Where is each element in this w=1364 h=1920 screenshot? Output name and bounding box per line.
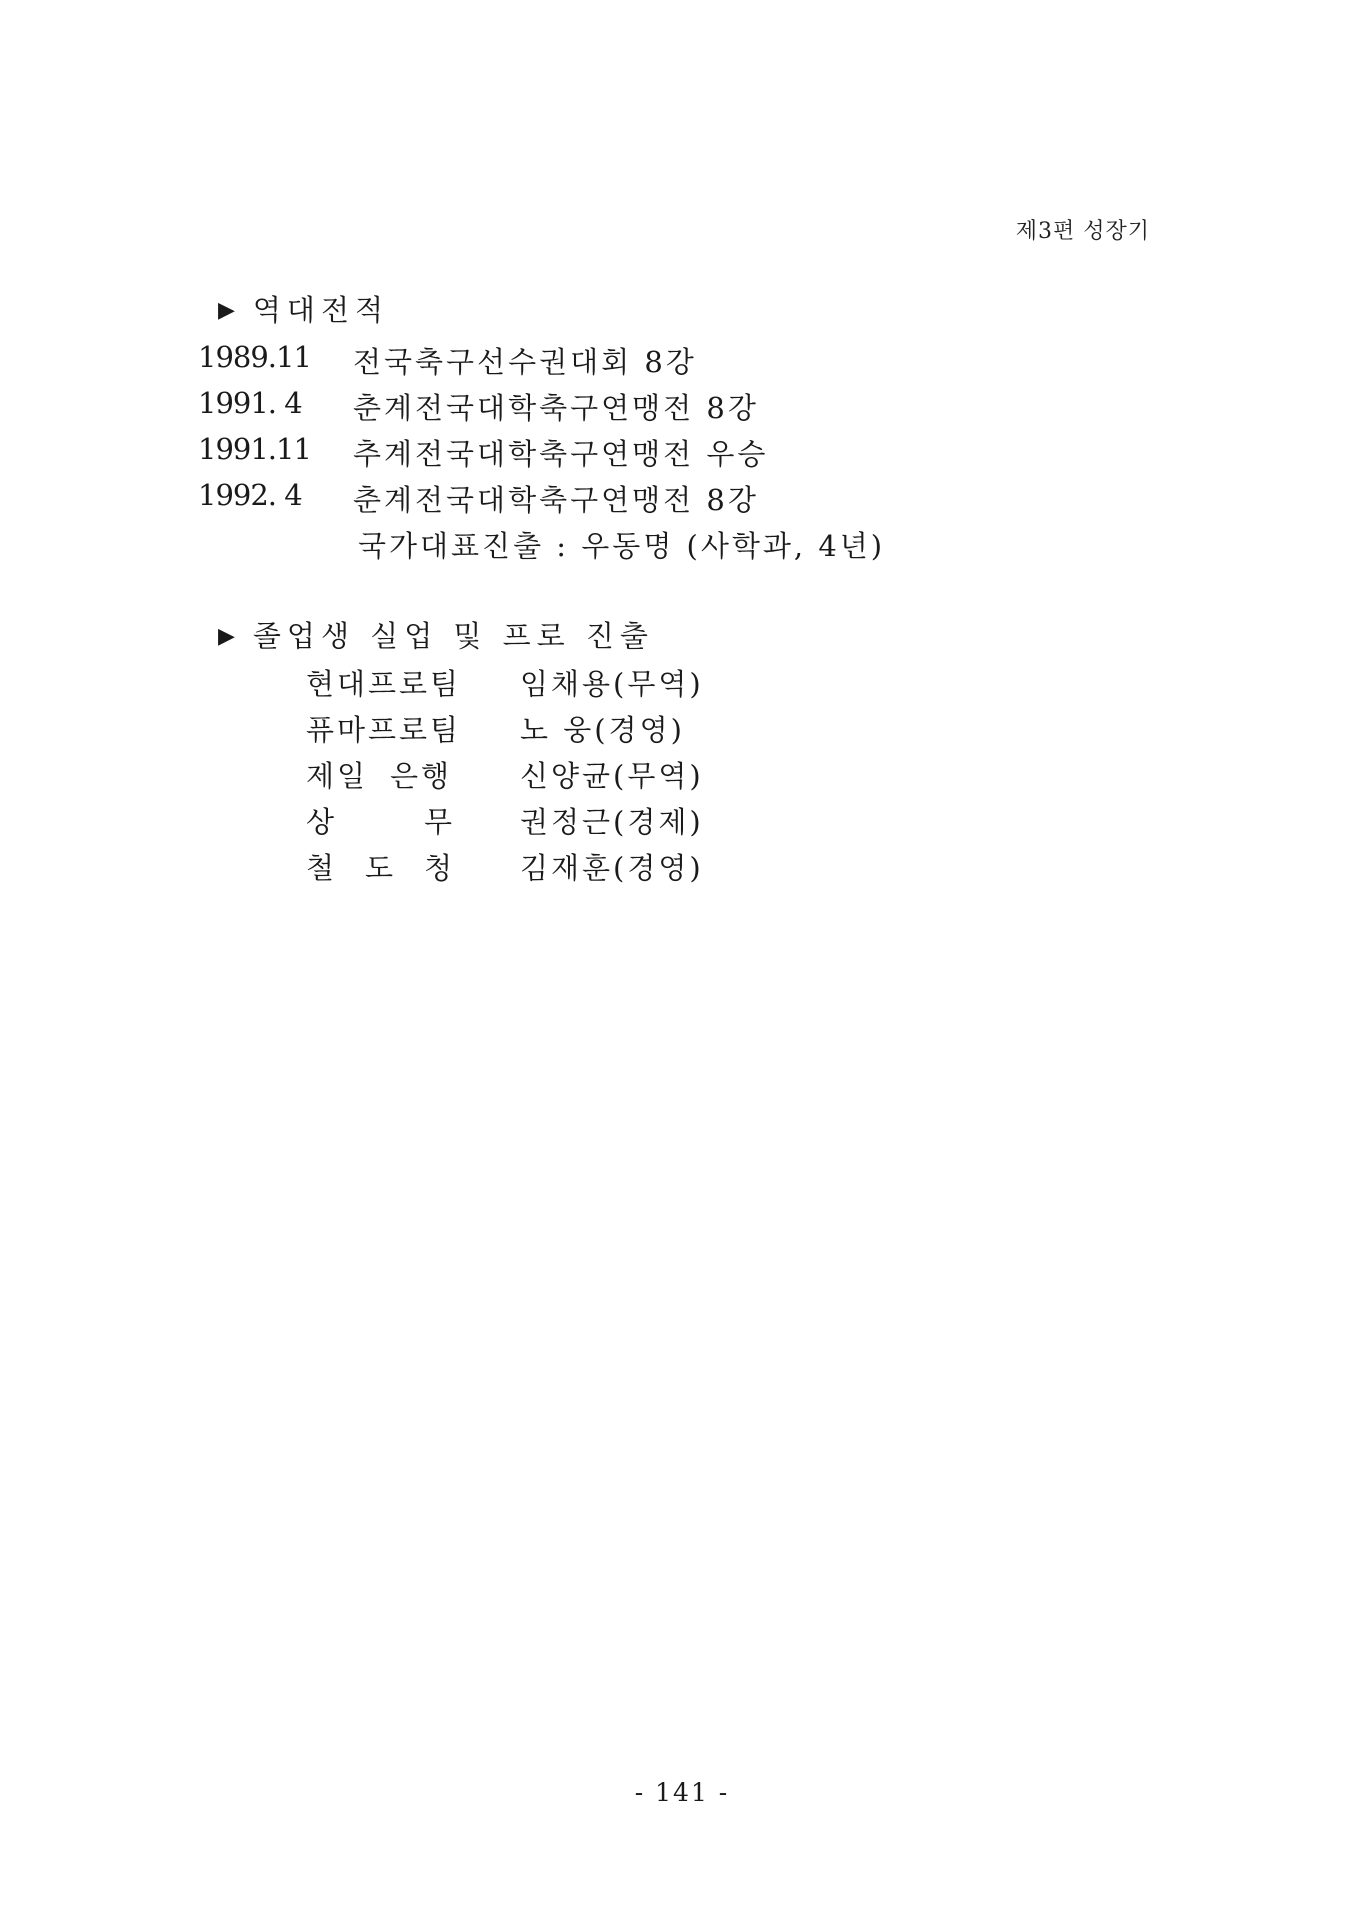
career-organization <box>306 754 452 795</box>
record-event: 추계전국대학축구연맹전 우승 <box>353 437 769 471</box>
section-heading-careers <box>218 614 654 655</box>
record-date: 1992. 4 <box>198 478 302 512</box>
career-organization-part: 은행 <box>389 759 452 793</box>
record-date: 1991. 4 <box>198 386 302 420</box>
section-heading-records <box>218 288 389 329</box>
career-organization <box>306 662 462 703</box>
career-organization-part: 철 <box>306 851 335 885</box>
page-number: - 141 - <box>634 1778 730 1807</box>
record-event: 춘계전국대학축구연맹전 8강 <box>353 483 759 517</box>
section-heading-text: 역대전적 <box>252 293 389 327</box>
national-team-note: 국가대표진출 : 우동명 (사학과, 4년) <box>358 529 886 563</box>
career-organization-part: 청 <box>423 851 452 885</box>
record-date: 1991.11 <box>198 432 311 466</box>
career-organization <box>306 846 452 887</box>
career-person: 권정근(경제) <box>520 805 704 839</box>
career-organization-part: 무 <box>423 805 452 839</box>
triangle-bullet-icon: ▶ <box>218 298 235 323</box>
career-organization-part: 상 <box>306 805 335 839</box>
career-person: 신양균(무역) <box>520 759 704 793</box>
career-organization-part: 퓨마프로팀 <box>306 713 462 747</box>
career-person: 임채용(무역) <box>520 667 704 701</box>
triangle-bullet-icon: ▶ <box>218 624 235 649</box>
career-organization-part: 현대프로팀 <box>306 667 462 701</box>
career-person: 노 웅(경영) <box>520 713 685 747</box>
record-event: 춘계전국대학축구연맹전 8강 <box>353 391 759 425</box>
running-header: 제3편 성장기 <box>1015 219 1150 244</box>
career-organization-part: 도 <box>364 851 393 885</box>
record-event: 전국축구선수권대회 8강 <box>353 345 697 379</box>
section-heading-text: 졸업생 실업 및 프로 진출 <box>252 619 654 653</box>
career-organization-part: 제일 <box>306 759 369 793</box>
career-person: 김재훈(경영) <box>520 851 704 885</box>
career-organization <box>306 800 452 841</box>
record-date: 1989.11 <box>198 340 311 374</box>
career-organization <box>306 708 462 749</box>
